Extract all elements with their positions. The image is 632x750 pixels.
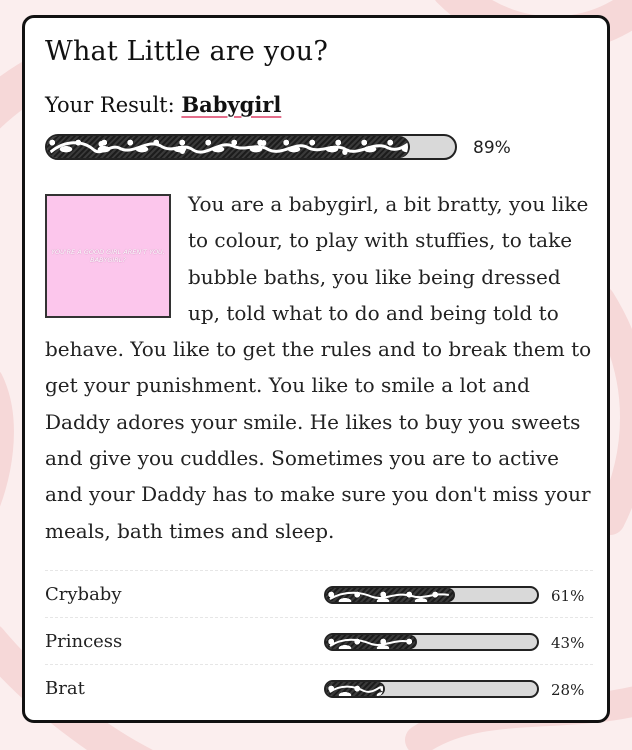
other-result-row	[45, 617, 593, 664]
result-prefix: Your Result:	[45, 93, 175, 117]
other-result-percent: 61%	[551, 587, 585, 605]
result-description	[45, 186, 593, 549]
other-result-percent: 28%	[551, 681, 585, 699]
other-result-bar	[324, 586, 539, 604]
other-result-row	[45, 570, 593, 617]
result-progress-bar	[45, 134, 457, 160]
other-result-row	[45, 664, 593, 711]
quiz-result-card	[22, 15, 610, 723]
result-percent: 89%	[473, 138, 511, 158]
result-description-text: You are a babygirl, a bit bratty, you like to colour, to play with stuffies, to take bubble baths, you like being dressed up, told what to do and being told to behave. You like to get the rules and to break them to get your punishment. You like to smile a lot and Daddy adores your smile. He likes to buy you sweets and give you cuddles. Sometimes you are to active and your Daddy has to make sure you don't miss your meals, bath times and sleep.	[45, 192, 592, 543]
other-result-label[interactable]: Brat	[45, 678, 85, 699]
other-result-bar	[324, 633, 539, 651]
result-line	[45, 92, 281, 117]
other-result-fill	[326, 635, 417, 649]
result-progress-fill	[47, 136, 410, 158]
quiz-title: What Little are you?	[45, 36, 329, 67]
other-result-bar	[324, 680, 539, 698]
other-result-percent: 43%	[551, 634, 585, 652]
other-result-label[interactable]: Crybaby	[45, 584, 122, 605]
other-result-fill	[326, 682, 385, 696]
other-result-label[interactable]: Princess	[45, 631, 123, 652]
other-results-list	[45, 570, 593, 711]
result-name[interactable]: Babygirl	[181, 92, 282, 117]
other-result-fill	[326, 588, 455, 602]
result-image-caption: YOU'RE A GOOD GIRL AREN'T YOU, BABYGIRL?	[51, 248, 165, 264]
